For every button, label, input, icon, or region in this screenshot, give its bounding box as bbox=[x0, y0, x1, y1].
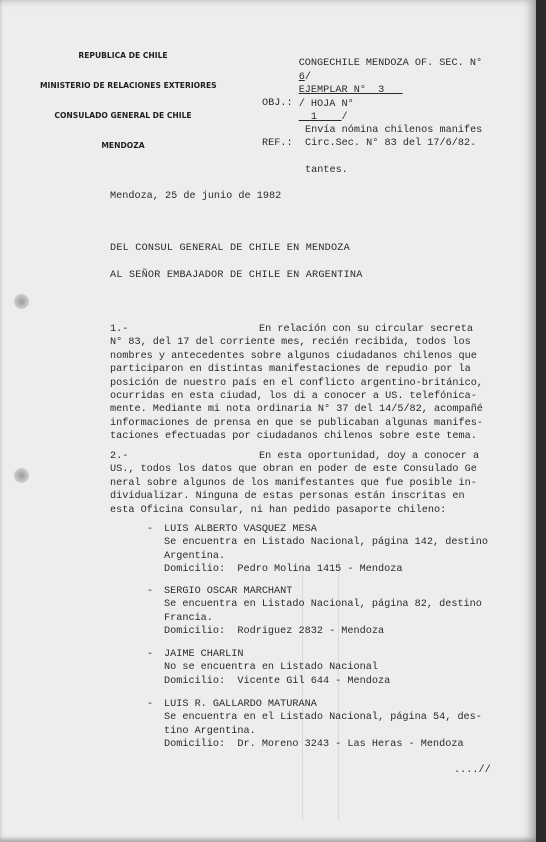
scan-edge bbox=[536, 0, 546, 842]
paragraph-number: 2.- bbox=[110, 451, 129, 462]
person-detail: Domicilio: Vicente Gil 644 - Mendoza bbox=[164, 675, 391, 687]
bullet: - bbox=[147, 699, 154, 710]
person-detail: Domicilio: Rodriguez 2832 - Mendoza bbox=[164, 626, 385, 638]
office-reference-line: CONGECHILE MENDOZA OF. SEC. N° 6/ bbox=[298, 58, 483, 83]
paragraph-line: N° 83, del 17 del corriente mes, recién recibida, todos los bbox=[110, 337, 471, 349]
paragraph-line: neral sobre algunos de los manifestantes que fue posible in- bbox=[110, 477, 477, 489]
office-number: 6 bbox=[298, 71, 305, 83]
punch-hole-top bbox=[14, 294, 29, 309]
paragraph-line: posición de nuestro país en el conflicto argentino-británico, bbox=[110, 377, 483, 389]
sheet-label: / HOJA N° bbox=[298, 98, 354, 110]
person-detail: tino Argentina. bbox=[164, 725, 256, 737]
copy-number: 3 bbox=[378, 85, 385, 97]
copy-label: EJEMPLAR N° bbox=[298, 85, 366, 97]
continuation-mark: ....// bbox=[454, 765, 491, 776]
date-line: Mendoza, 25 de junio de 1982 bbox=[110, 191, 282, 202]
from-line: DEL CONSUL GENERAL DE CHILE EN MENDOZA bbox=[110, 243, 350, 254]
bullet: - bbox=[147, 649, 154, 660]
bullet: - bbox=[147, 524, 154, 535]
ref-text: Circ.Sec. N° 83 del 17/6/82. bbox=[305, 138, 477, 149]
paragraph-number: 1.- bbox=[110, 324, 129, 335]
paragraph-line: ocurridas en esta ciudad, los di a conocer a US. telefónica- bbox=[110, 391, 477, 402]
office-reference: CONGECHILE MENDOZA OF. SEC. N° bbox=[298, 58, 483, 70]
paragraph-line: mente. Mediante mi nota ordinaria N° 37 del 14/5/82, acompañé bbox=[110, 404, 483, 416]
person-detail: Domicilio: Pedro Molina 1415 - Mendoza bbox=[164, 564, 403, 576]
paragraph-line: participaron en distintas manifestaciones de repudio por la bbox=[110, 364, 471, 376]
ref-label: REF.: bbox=[262, 138, 293, 149]
person-detail: Se encuentra en Listado Nacional, página 82, destino bbox=[164, 599, 482, 611]
paragraph-line: esta Oficina Consular, ni han pedido pasaporte chileno: bbox=[110, 504, 447, 516]
person-detail: Se encuentra en el Listado Nacional, página 54, des- bbox=[164, 712, 482, 724]
paragraph-line: nombres y antecedentes sobre algunos ciudadanos chilenos que bbox=[110, 350, 477, 362]
person-detail: Argentina. bbox=[164, 550, 226, 562]
letterhead bbox=[40, 31, 217, 171]
paragraph-line: US., todos los datos que obran en poder de este Consulado Ge bbox=[110, 464, 477, 476]
person-name: LUIS ALBERTO VASQUEZ MESA bbox=[164, 524, 317, 535]
paragraph-line: taciones efectuadas por ciudadanos chilenos sobre este tema. bbox=[110, 431, 477, 443]
obj-line: Envía nómina chilenos manifes bbox=[305, 124, 483, 136]
paragraph-line: dividualizar. Ninguna de estas personas están inscritas en bbox=[110, 491, 465, 503]
paragraph-line: informaciones de prensa en que se publicaban algunas manifes- bbox=[110, 417, 483, 429]
person-detail: No se encuentra en Listado Nacional bbox=[164, 662, 378, 674]
person-detail: Domicilio: Dr. Moreno 3243 - Las Heras - Mendoza bbox=[164, 739, 464, 751]
sheet-number: 1 bbox=[310, 112, 318, 124]
obj-label: OBJ.: bbox=[262, 98, 293, 109]
paragraph-line: En esta oportunidad, doy a conocer a bbox=[259, 451, 480, 462]
person-name: JAIME CHARLIN bbox=[164, 649, 244, 660]
to-line: AL SEÑOR EMBAJADOR DE CHILE EN ARGENTINA bbox=[110, 270, 363, 281]
person-detail: Francia. bbox=[164, 612, 213, 624]
person-name: SERGIO OSCAR MARCHANT bbox=[164, 586, 293, 597]
bullet: - bbox=[147, 586, 154, 597]
paragraph-line: En relación con su circular secreta bbox=[259, 324, 473, 335]
letterhead-line: MENDOZA bbox=[101, 141, 145, 150]
obj-line: tantes. bbox=[305, 165, 348, 177]
copy-line: EJEMPLAR N° 3 / HOJA N° 1 / bbox=[298, 85, 385, 124]
punch-hole-bottom bbox=[14, 468, 29, 483]
person-name: LUIS R. GALLARDO MATURANA bbox=[164, 699, 317, 710]
obj-text bbox=[305, 97, 482, 204]
letterhead-line: MINISTERIO DE RELACIONES EXTERIORES bbox=[40, 81, 217, 90]
letterhead-line: CONSULADO GENERAL DE CHILE bbox=[54, 111, 192, 120]
person-detail: Se encuentra en Listado Nacional, página 142, destino bbox=[164, 537, 489, 549]
letterhead-line: REPUBLICA DE CHILE bbox=[78, 51, 168, 60]
